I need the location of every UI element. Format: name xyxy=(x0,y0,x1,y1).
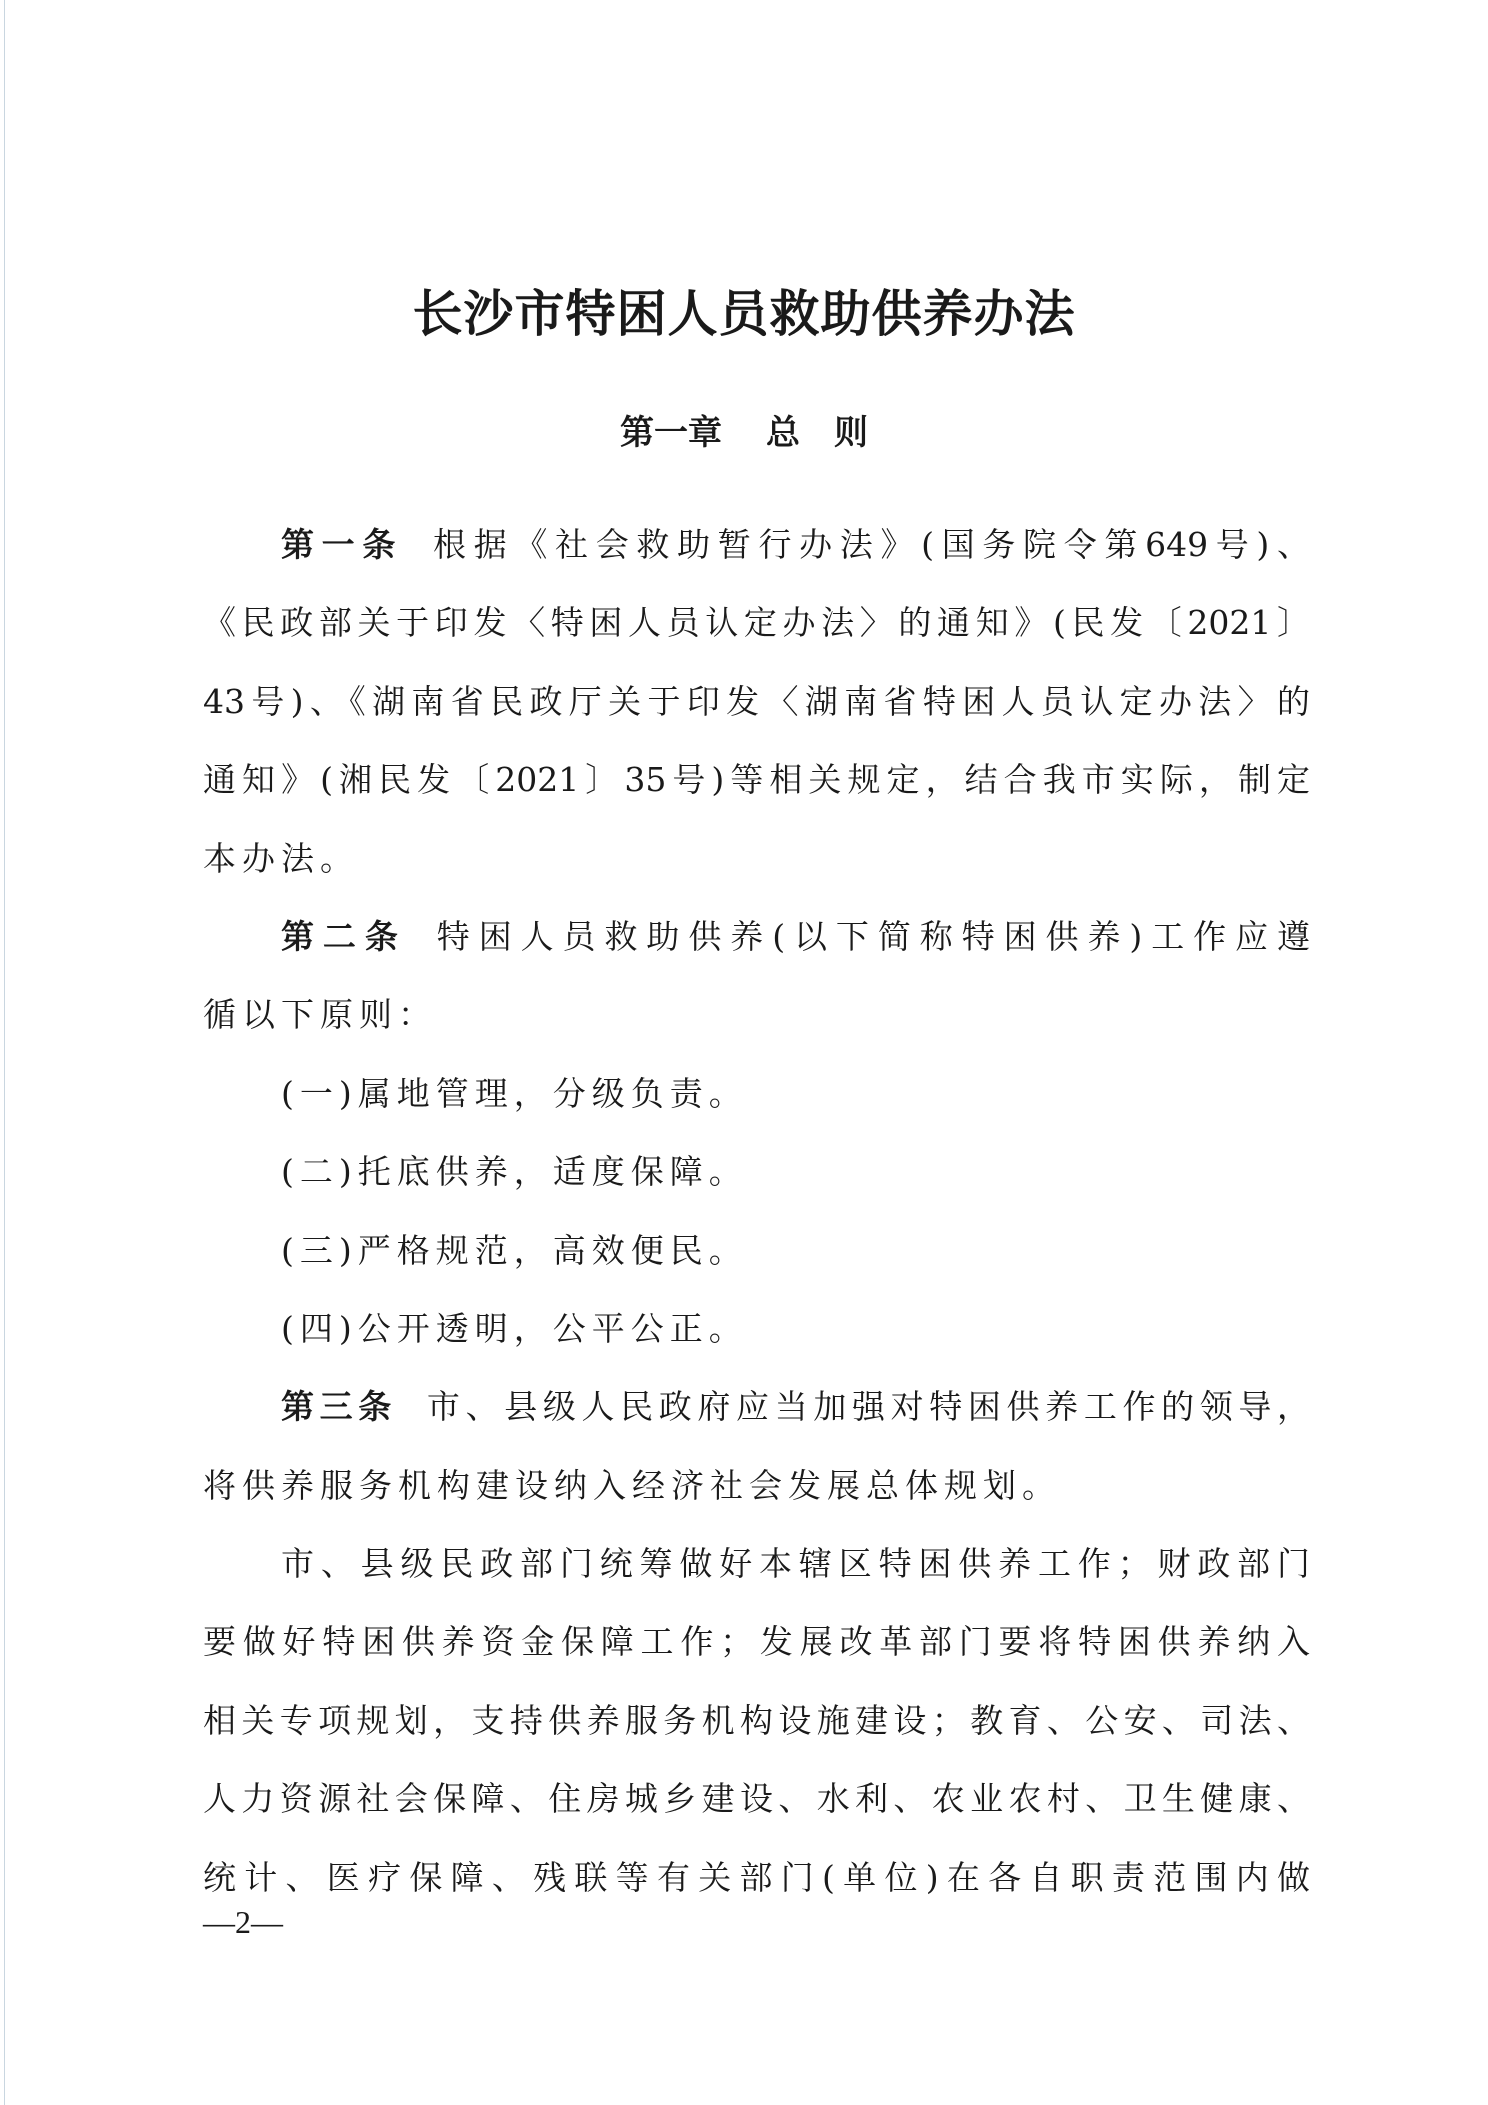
page-number: —2— xyxy=(203,1904,283,1940)
article-3-para2-line-5: 统计、医疗保障、残联等有关部门(单位)在各自职责范围内做 xyxy=(203,1857,1310,1897)
principle-item: (二)托底供养，适度保障。 xyxy=(281,1152,748,1192)
article-1-line-4: 通知》(湘民发〔2021〕35号)等相关规定，结合我市实际，制定 xyxy=(203,760,1310,800)
article-3-text: 市、县级人民政府应当加强对特困供养工作的领导， xyxy=(426,1387,1310,1427)
article-3-para2-line-1: 市、县级民政部门统筹做好本辖区特困供养工作；财政部门 xyxy=(281,1544,1310,1584)
article-1-text: 根据《社会救助暂行办法》(国务院令第649号)、 xyxy=(433,525,1310,564)
article-3-para2-line-4: 人力资源社会保障、住房城乡建设、水利、农业农村、卫生健康、 xyxy=(203,1779,1310,1819)
article-3-line-1 xyxy=(203,1379,1310,1457)
chapter-heading xyxy=(0,408,1488,458)
principle-item: (四)公开透明，公平公正。 xyxy=(281,1308,748,1348)
article-3-para2-line-2: 要做好特困供养资金保障工作；发展改革部门要将特困供养纳入 xyxy=(203,1622,1310,1662)
article-1-lead: 第一条 xyxy=(281,525,404,564)
article-2-line-2: 循以下原则： xyxy=(203,995,437,1035)
article-2-text: 特困人员救助供养(以下简称特困供养)工作应遵 xyxy=(436,916,1310,956)
article-3-line-2: 将供养服务机构建设纳入经济社会发展总体规划。 xyxy=(203,1465,1061,1505)
document-title: 长沙市特困人员救助供养办法 xyxy=(412,285,1076,343)
principle-item: (三)严格规范，高效便民。 xyxy=(281,1230,748,1270)
article-2-lead: 第二条 xyxy=(281,916,407,956)
article-1-line-2: 《民政部关于印发〈特困人员认定办法〉的通知》(民发〔2021〕 xyxy=(203,603,1310,643)
chapter-name: 总 则 xyxy=(766,413,868,453)
document-body xyxy=(203,517,1310,1928)
principle-item: (一)属地管理，分级负责。 xyxy=(281,1073,748,1113)
article-2-line-1 xyxy=(203,909,1310,987)
chapter-number: 第一章 xyxy=(620,413,722,453)
article-3-lead: 第三条 xyxy=(281,1387,397,1427)
article-1-line-5: 本办法。 xyxy=(203,838,359,878)
article-1-line-1 xyxy=(203,517,1310,595)
article-3-para2-line-3: 相关专项规划，支持供养服务机构设施建设；教育、公安、司法、 xyxy=(203,1700,1310,1740)
article-1-line-3: 43号)、《湖南省民政厅关于印发〈湖南省特困人员认定办法〉的 xyxy=(203,681,1310,721)
